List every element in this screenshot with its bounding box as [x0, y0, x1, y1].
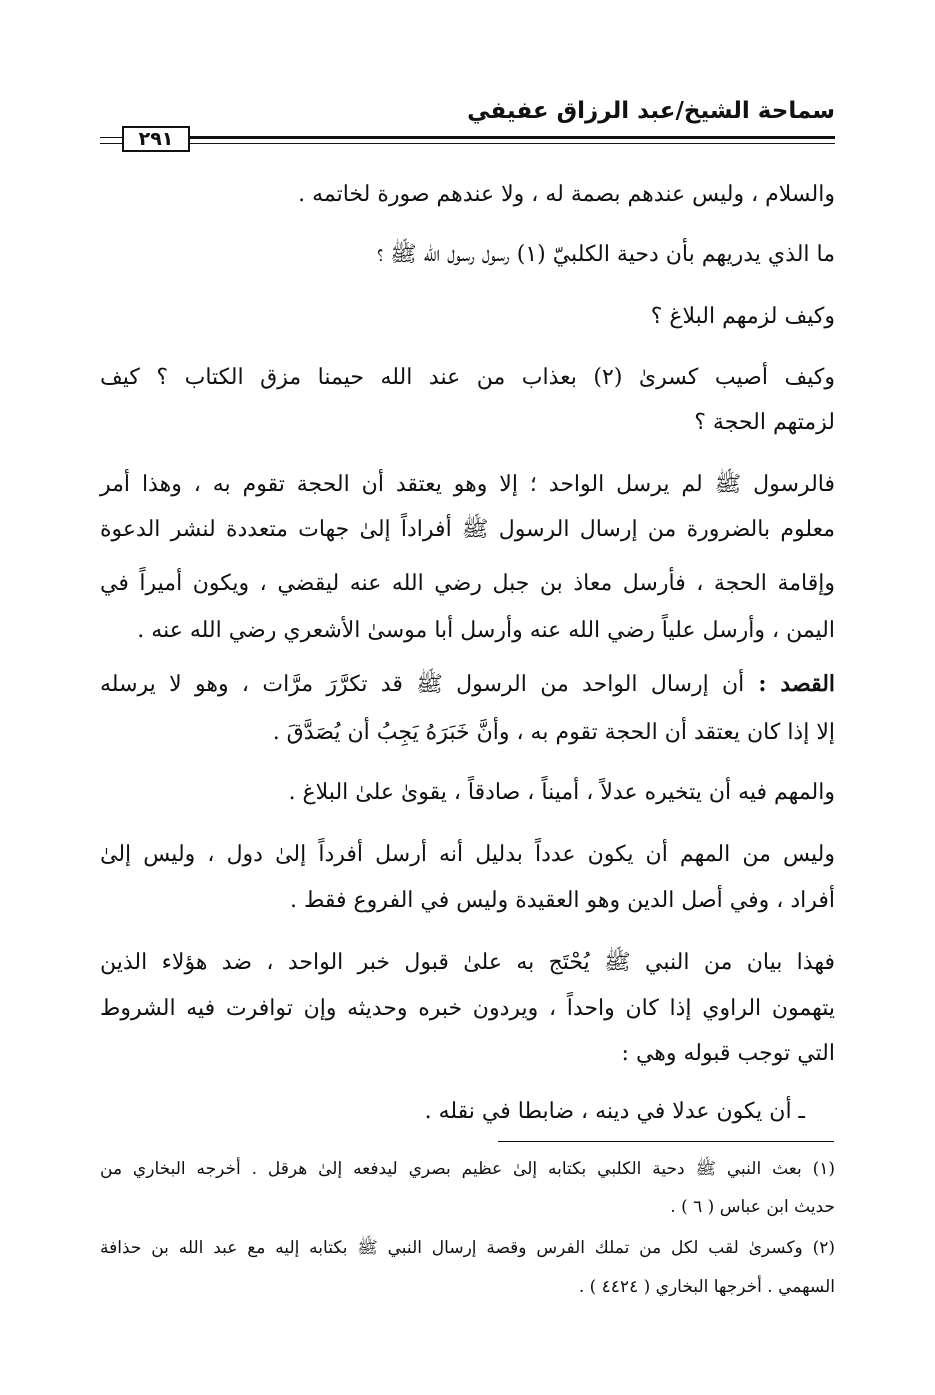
body-line: أفراد ، وفي أصل الدين وهو العقيدة وليس في الفروع فقط . [290, 888, 835, 913]
header-rule-thick [190, 136, 835, 139]
body-line: والمهم فيه أن يتخيره عدلاً ، أميناً ، صادقاً ، يقوىٰ علىٰ البلاغ . [288, 780, 835, 805]
footnote-line: السهمي . أخرجها البخاري ( ٤٤٢٤ ) . [578, 1277, 835, 1297]
running-header-title: سماحة الشيخ/عبد الرزاق عفيفي [467, 98, 835, 124]
body-line: وليس من المهم أن يكون عدداً بدليل أنه أرسل أفرداً إلىٰ دول ، وليس إلىٰ [100, 842, 835, 867]
page-number: ٢٩١ [122, 126, 190, 152]
body-line: التي توجب قبوله وهي : [621, 1041, 835, 1066]
body-line: معلوم بالضرورة من إرسال الرسول ﷺ أفراداً إلىٰ جهات متعددة لنشر الدعوة [100, 517, 835, 542]
footnote-line: (١) بعث النبي ﷺ دحية الكلبي بكتابه إلىٰ عظيم بصري ليدفعه إلىٰ هرقل . أخرجه البخاري من [100, 1159, 835, 1179]
body-line: ـ أن يكون عدلا في دينه ، ضابطا في نقله . [424, 1099, 805, 1124]
body-line: وكيف أصيب كسرىٰ (٢) بعذاب من عند الله حيمنا مزق الكتاب ؟ كيف [100, 365, 835, 390]
header-rule-left-bottom [100, 143, 122, 144]
body-line: وكيف لزمهم البلاغ ؟ [650, 304, 835, 329]
footnote-separator [498, 1141, 834, 1142]
header-rule-left-top [100, 137, 122, 138]
body-line: لزمتهم الحجة ؟ [694, 410, 835, 435]
body-line: وإقامة الحجة ، فأرسل معاذ بن جبل رضي الله عنه ليقضي ، ويكون أميراً في [100, 571, 835, 596]
body-line: ما الذي يدريهم بأن دحية الكلبيّ (١) رسول رسول الله ﷺ ؟ [377, 242, 835, 267]
body-line-text: أن إرسال الواحد من الرسول ﷺ قد تكرَّرَ مرَّات ، وهو لا يرسله [100, 672, 745, 697]
body-line: يتهمون الراوي إذا كان واحداً ، ويردون خبره وحديثه وإن توافرت فيه الشروط [100, 996, 835, 1021]
body-line: والسلام ، وليس عندهم بصمة له ، ولا عندهم صورة لخاتمه . [298, 182, 835, 207]
body-line: إلا إذا كان يعتقد أن الحجة تقوم به ، وأنَّ خَبَرَهُ يَجِبُ أن يُصَدَّقَ . [272, 720, 835, 745]
body-line: فهذا بيان من النبي ﷺ يُحْتَج به علىٰ قبول خبر الواحد ، ضد هؤلاء الذين [100, 950, 835, 975]
body-line [100, 669, 835, 700]
body-line: اليمن ، وأرسل علياً رضي الله عنه وأرسل أبا موسىٰ الأشعري رضي الله عنه . [137, 618, 835, 643]
section-lead: القصد : [744, 671, 836, 697]
body-line: فالرسول ﷺ لم يرسل الواحد ؛ إلا وهو يعتقد أن الحجة تقوم به ، وهذا أمر [100, 472, 835, 497]
footnote-line: حديث ابن عباس ( ٦ ) . [670, 1197, 835, 1217]
footnote-line: (٢) وكسرىٰ لقب لكل من تملك الفرس وقصة إرسال النبي ﷺ بكتابه إليه مع عبد الله بن حذافة [100, 1238, 835, 1258]
header-rule-thin [190, 143, 835, 144]
